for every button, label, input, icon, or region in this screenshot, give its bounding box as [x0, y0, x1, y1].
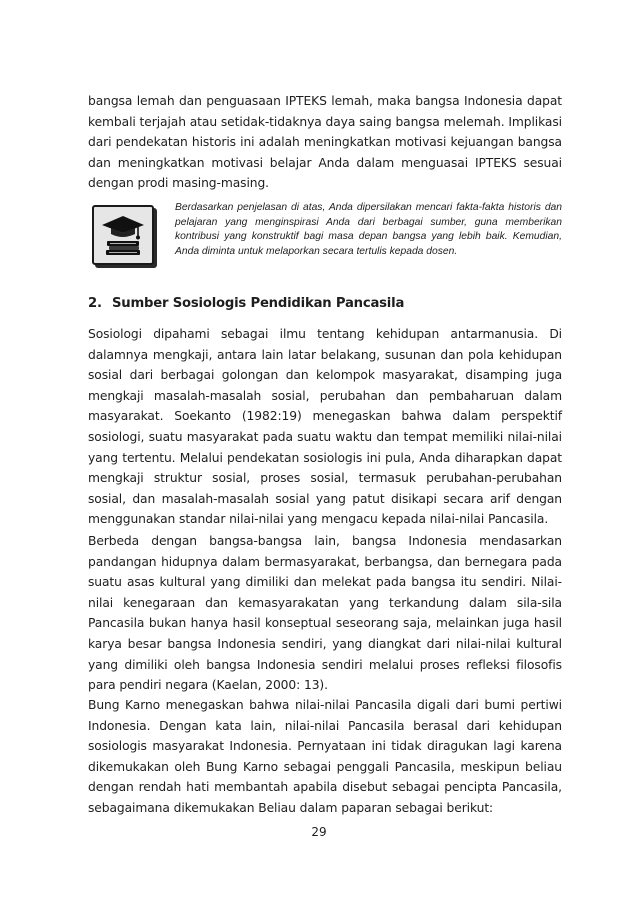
body-paragraph-1: Sosiologi dipahami sebagai ilmu tentang kehidupan antarmanusia. Di dalamnya mengkaji, antara lain latar belakang, susunan dan pola kehidupan sosial dari berbagai golongan dan kelompok masyarakat, disamping juga mengkaji masalah-masalah sosial, perubahan dan pembaharuan dalam masyarakat. Soekanto (1982:19) menegaskan bahwa dalam perspektif sosiologi, suatu masyarakat pada suatu waktu dan tempat memiliki nilai-nilai yang tertentu. Melalui pendekatan sosiologis ini pula, Anda diharapkan dapat mengkaji struktur sosial, proses sosial, termasuk perubahan-perubahan sosial, dan masalah-masalah sosial yang patut disikapi secara arif dengan menggunakan standar nilai-nilai yang mengacu kepada nilai-nilai Pancasila.	[88, 327, 562, 527]
section-number: 2.	[88, 296, 102, 311]
graduation-cap-books-icon	[92, 205, 154, 265]
section-heading	[88, 296, 562, 311]
page-number: 29	[311, 825, 327, 839]
body-paragraph-2: Berbeda dengan bangsa-bangsa lain, bangsa Indonesia mendasarkan pandangan hidupnya dalam bermasyarakat, berbangsa, dan bernegara pada suatu asas kultural yang dimiliki dan melekat pada bangsa itu sendiri. Nilai-nilai kenegaraan dan kemasyarakatan yang terkandung dalam sila-sila Pancasila bukan hanya hasil konseptual seseorang saja, melainkan juga hasil karya besar bangsa Indonesia sendiri, yang diangkat dari nilai-nilai kultural yang dimiliki oleh bangsa Indonesia sendiri melalui proses refleksi filosofis para pendiri negara (Kaelan, 2000: 13).	[88, 534, 562, 693]
section-title: Sumber Sosiologis Pendidikan Pancasila	[112, 296, 405, 311]
body-paragraph-3: Bung Karno menegaskan bahwa nilai-nilai Pancasila digali dari bumi pertiwi Indonesia. Dengan kata lain, nilai-nilai Pancasila berasal dari kehidupan sosiologis masyarakat Indonesia. Pernyataan ini tidak diragukan lagi karena dikemukakan oleh Bung Karno sebagai penggali Pancasila, meskipun beliau dengan rendah hati membantah apabila disebut sebagai pencipta Pancasila, sebagaimana dikemukakan Beliau dalam paparan sebagai berikut:	[88, 698, 562, 815]
note-text: Berdasarkan penjelasan di atas, Anda dipersilakan mencari fakta-fakta historis dan pelajaran yang menginspirasi Anda dari berbagai sumber, guna memberikan kontribusi yang konstruktif bagi masa depan bangsa yang lebih baik. Kemudian, Anda diminta untuk melaporkan secara tertulis kepada dosen.	[175, 202, 562, 257]
intro-paragraph: bangsa lemah dan penguasaan IPTEKS lemah, maka bangsa Indonesia dapat kembali terjajah atau setidak-tidaknya daya saing bangsa melemah. Implikasi dari pendekatan historis ini adalah meningkatkan motivasi kejuangan bangsa dan meningkatkan motivasi belajar Anda dalam menguasai IPTEKS sesuai dengan prodi masing-masing.	[88, 94, 562, 191]
assignment-note	[88, 195, 562, 275]
